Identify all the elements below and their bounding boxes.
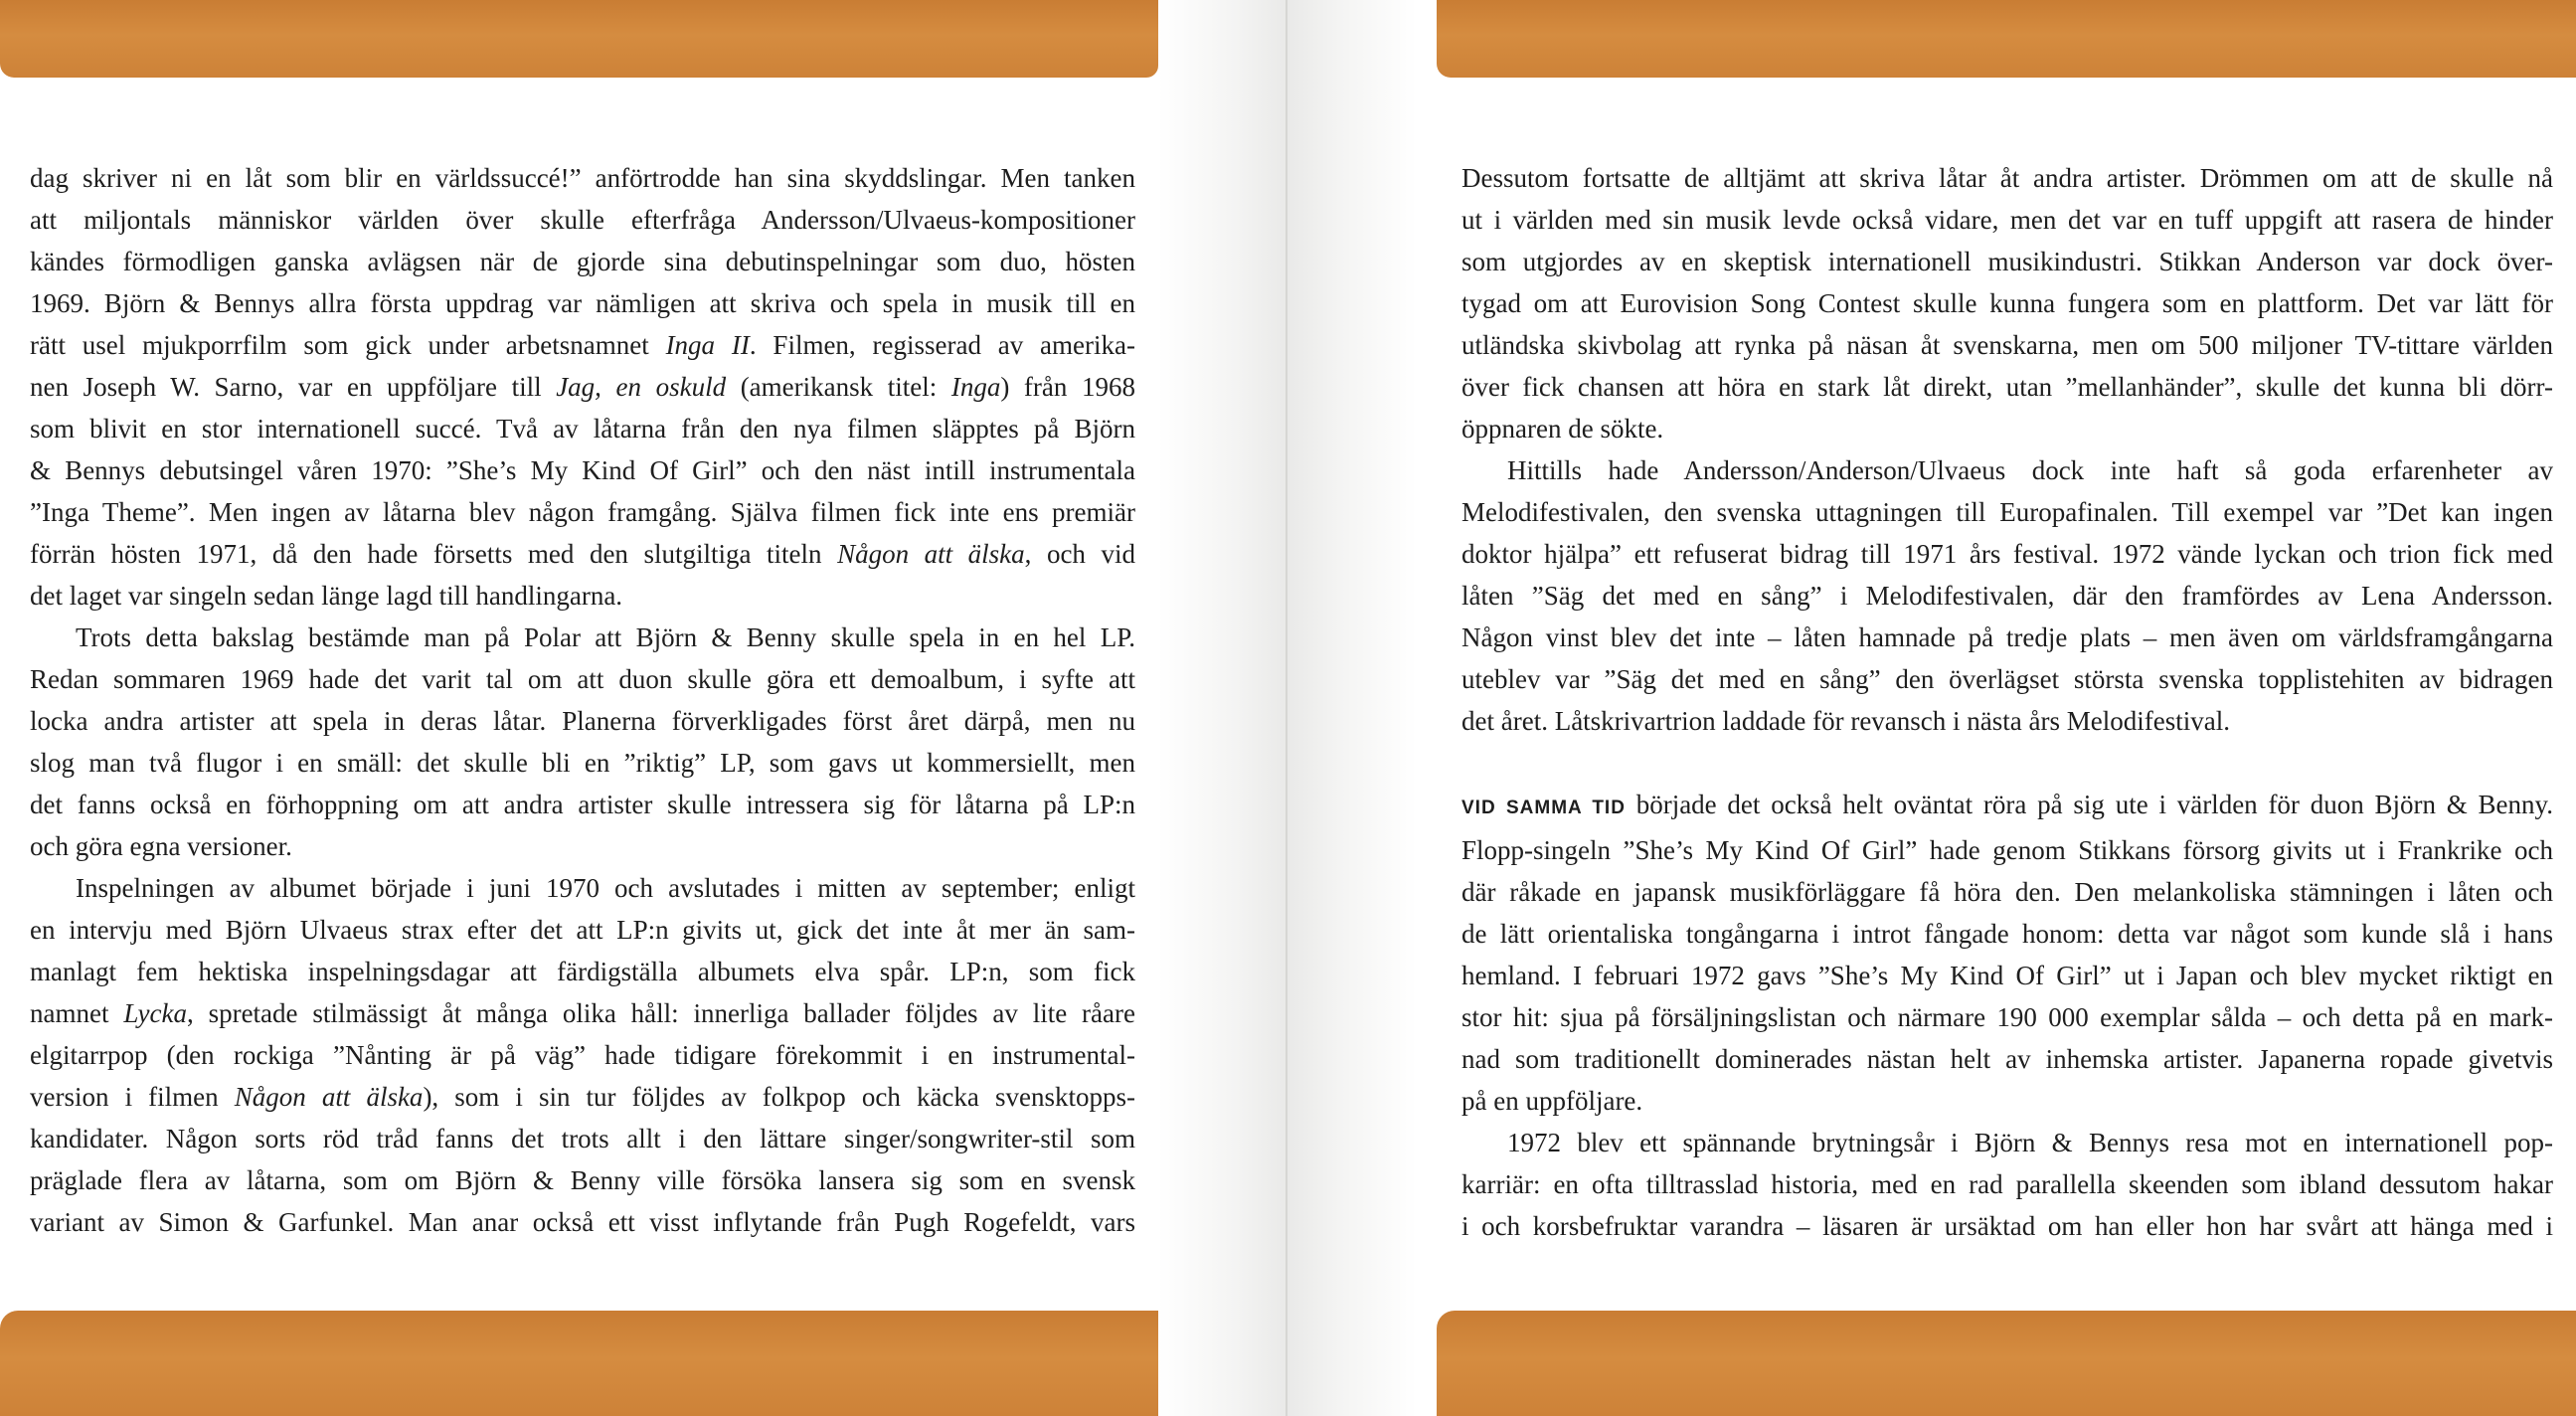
text-line: det laget var singeln sedan länge lagd till handlingarna. xyxy=(30,581,623,611)
text-line: Dessutom fortsatte de alltjämt att skriva låtar åt andra artister. Drömmen om att de skulle nå xyxy=(1461,163,2553,193)
right-paragraph-1 xyxy=(1461,157,2553,449)
film-title: Någon att älska xyxy=(837,539,1025,569)
right-paragraph-4 xyxy=(1461,1122,2553,1247)
text-line: det året. Låtskrivartrion laddade för revansch i nästa års Melodifestival. xyxy=(1461,706,2230,736)
top-right-band xyxy=(1437,0,2576,78)
text-line: att miljontals människor världen över skulle efterfråga Andersson/Ulvaeus-kompositioner xyxy=(30,205,1135,235)
text-line: VID SAMMA TID började det också helt oväntat röra på sig ute i världen för duon Björn & Benny. xyxy=(1461,790,2553,819)
film-title: Inga xyxy=(950,372,1001,402)
fold-crease xyxy=(1286,0,1288,1416)
text-line: präglade flera av låtarna, som om Björn & Benny ville försöka lansera sig som en svensk xyxy=(30,1165,1135,1195)
text-line: i och korsbefruktar varandra – läsaren är ursäktad om han eller hon har svårt att hänga med i xyxy=(1461,1211,2553,1241)
text-line: nen Joseph W. Sarno, var en uppföljare till Jag, en oskuld (amerikansk titel: Inga) från 1968 xyxy=(30,372,1135,402)
text-line: Flopp-singeln ”She’s My Kind Of Girl” hade genom Stikkans försorg givits ut i Frankrike och xyxy=(1461,835,2553,865)
right-paragraph-2 xyxy=(1461,449,2553,742)
text-line: uteblev var ”Säg det med en sång” den överlägset största svenska topplistehiten av bidragen xyxy=(1461,664,2553,694)
page-fold xyxy=(1158,0,1417,1416)
film-title: Jag, en oskuld xyxy=(556,372,727,402)
top-left-band xyxy=(0,0,1158,78)
text-line: ut i världen med sin musik levde också vidare, men det var en tuff uppgift att rasera de hinder xyxy=(1461,205,2553,235)
text-line: slog man två flugor i en smäll: det skulle bli en ”riktig” LP, som gavs ut kommersiellt, men xyxy=(30,748,1135,778)
album-title: Lycka xyxy=(123,998,187,1028)
text-line: Hittills hade Andersson/Anderson/Ulvaeus dock inte haft så goda erfarenheter av xyxy=(1507,455,2553,485)
left-paragraph-2 xyxy=(30,617,1135,867)
text-line: dag skriver ni en låt som blir en världssuccé!” anförtrodde han sina skyddslingar. Men tanken xyxy=(30,163,1135,193)
text-line: Trots detta bakslag bestämde man på Polar att Björn & Benny skulle spela in en hel LP. xyxy=(76,622,1135,652)
text-line: hemland. I februari 1972 gavs ”She’s My Kind Of Girl” ut i Japan och blev mycket riktigt en xyxy=(1461,961,2553,990)
text-line: Redan sommaren 1969 hade det varit tal om att duon skulle göra ett demoalbum, i syfte att xyxy=(30,664,1135,694)
left-paragraph-3 xyxy=(30,867,1135,1243)
text-line: doktor hjälpa” ett refuserat bidrag till 1971 års festival. 1972 vände lyckan och trion fick med xyxy=(1461,539,2553,569)
text-line: kandidater. Någon sorts röd tråd fanns det trots allt i den lättare singer/songwriter-stil som xyxy=(30,1124,1135,1153)
text-line: nad som traditionellt dominerades nästan helt av inhemska artister. Japanerna ropade givetvis xyxy=(1461,1044,2553,1074)
text-line: 1972 blev ett spännande brytningsår i Björn & Bennys resa mot en internationell pop- xyxy=(1507,1128,2553,1157)
text-line: utländska skivbolag att rynka på näsan åt svenskarna, men om 500 miljoner TV-tittare världen xyxy=(1461,330,2553,360)
text-line: version i filmen Någon att älska), som i sin tur följdes av folkpop och käcka svensktopps- xyxy=(30,1082,1135,1112)
text-line: 1969. Björn & Bennys allra första uppdrag var nämligen att skriva och spela in musik till en xyxy=(30,288,1135,318)
text-line: Inspelningen av albumet började i juni 1970 och avslutades i mitten av september; enligt xyxy=(76,873,1135,903)
section-lead-in: VID SAMMA TID xyxy=(1461,797,1626,818)
text-line: över fick chansen att höra en stark låt direkt, utan ”mellanhänder”, skulle det kunna bli dörr- xyxy=(1461,372,2553,402)
text-line: Någon vinst blev det inte – låten hamnade på tredje plats – men även om världsframgångarna xyxy=(1461,622,2553,652)
text-line: som blivit en stor internationell succé. Två av låtarna från den nya filmen släpptes på Björn xyxy=(30,414,1135,443)
right-paragraph-3 xyxy=(1461,784,2553,1122)
text-line: som utgjordes av en skeptisk internationell musikindustri. Stikkan Anderson var dock över- xyxy=(1461,247,2553,276)
text-line: rätt usel mjukporrfilm som gick under arbetsnamnet Inga II. Filmen, regisserad av amerika- xyxy=(30,330,1135,360)
text-line: de lätt orientaliska tongångarna i introt fångade honom: detta var något som kunde slå i hans xyxy=(1461,919,2553,949)
text-line: & Bennys debutsingel våren 1970: ”She’s My Kind Of Girl” och den näst intill instrumentala xyxy=(30,455,1135,485)
text-line: där råkade en japansk musikförläggare få höra den. Den melankoliska stämningen i låten och xyxy=(1461,877,2553,907)
left-paragraph-1 xyxy=(30,157,1135,617)
text-line: tygad om att Eurovision Song Contest skulle kunna fungera som en plattform. Det var lätt för xyxy=(1461,288,2553,318)
text-line: manlagt fem hektiska inspelningsdagar att färdigställa albumets elva spår. LP:n, som fick xyxy=(30,957,1135,986)
text-line: namnet Lycka, spretade stilmässigt åt många olika håll: innerliga ballader följdes av lite råare xyxy=(30,998,1135,1028)
text-line: öppnaren de sökte. xyxy=(1461,414,1664,443)
right-page-text xyxy=(1461,157,2553,1247)
film-title: Inga II xyxy=(665,330,750,360)
text-line: kändes förmodligen ganska avlägsen när de gjorde sina debutinspelningar som duo, hösten xyxy=(30,247,1135,276)
text-line: förrän hösten 1971, då den hade försetts med den slutgiltiga titeln Någon att älska, och vid xyxy=(30,539,1135,569)
text-line: och göra egna versioner. xyxy=(30,831,292,861)
bottom-left-band xyxy=(0,1311,1158,1416)
text-line: Melodifestivalen, den svenska uttagningen till Europafinalen. Till exempel var ”Det kan ingen xyxy=(1461,497,2553,527)
film-title: Någon att älska xyxy=(234,1082,424,1112)
text-line: på en uppföljare. xyxy=(1461,1086,1643,1116)
text-line: låten ”Säg det med en sång” i Melodifestivalen, där den framfördes av Lena Andersson. xyxy=(1461,581,2553,611)
text-line: karriär: en ofta tilltrasslad historia, med en rad parallella skeenden som ibland dessutom hakar xyxy=(1461,1169,2553,1199)
text-line: variant av Simon & Garfunkel. Man anar också ett visst inflytande från Pugh Rogefeldt, vars xyxy=(30,1207,1135,1237)
text-line: det fanns också en förhoppning om att andra artister skulle intressera sig för låtarna på LP:n xyxy=(30,790,1135,819)
left-page-text xyxy=(30,157,1135,1243)
text-line: stor hit: sjua på försäljningslistan och närmare 190 000 exemplar sålda – och detta på en mark- xyxy=(1461,1002,2553,1032)
text-line: elgitarrpop (den rockiga ”Nånting är på väg” hade tidigare förekommit i en instrumental- xyxy=(30,1040,1135,1070)
text-line: en intervju med Björn Ulvaeus strax efter det att LP:n givits ut, gick det inte åt mer än sam- xyxy=(30,915,1135,945)
bottom-right-band xyxy=(1437,1311,2576,1416)
text-line: ”Inga Theme”. Men ingen av låtarna blev någon framgång. Själva filmen fick inte ens premiär xyxy=(30,497,1135,527)
text-line: locka andra artister att spela in deras låtar. Planerna förverkligades först året därpå, men nu xyxy=(30,706,1135,736)
